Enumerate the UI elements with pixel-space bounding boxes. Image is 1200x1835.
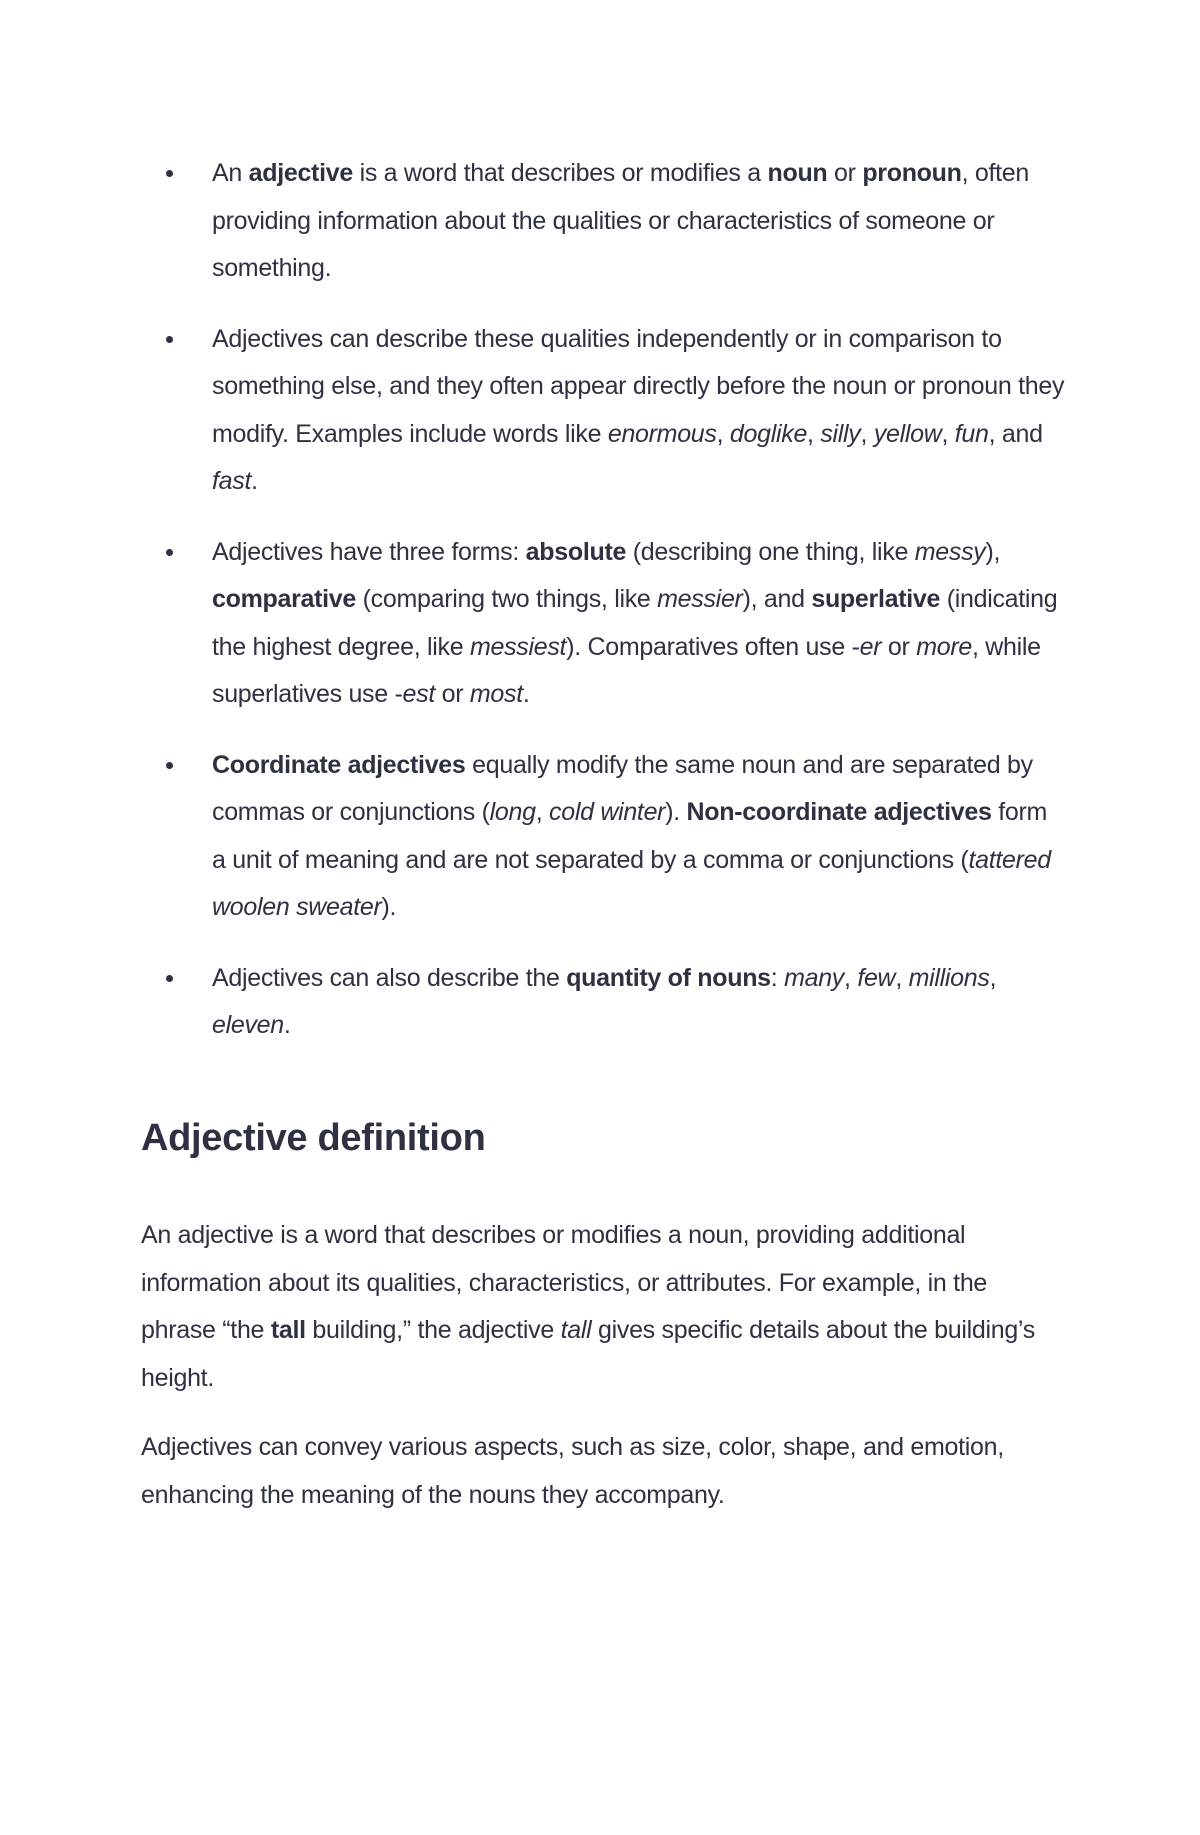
text-run: ), and [742, 585, 812, 613]
text-run: , [860, 419, 874, 448]
summary-bullet-list [141, 150, 1066, 1073]
example-word: est [402, 680, 435, 708]
example-word: fast [212, 467, 252, 495]
aspects-paragraph: Adjectives can convey various aspects, such as size, color, shape, and emotion, enhancing the meaning of the nouns they accompany. [141, 1433, 1004, 1509]
bold-term: tall [270, 1316, 306, 1344]
bold-term: Coordinate adjectives [212, 750, 466, 779]
example-word: tall [560, 1316, 592, 1344]
text-run: Adjectives have three forms: [212, 537, 526, 566]
example-word: tattered woolen sweater [212, 845, 1051, 921]
example-word: eleven [212, 1011, 284, 1039]
text-run: , [844, 963, 858, 992]
example-word: enormous [607, 419, 717, 448]
text-run: . [522, 680, 530, 708]
text-run: , often providing information about the qualities or characteristics of someone or something. [212, 159, 1029, 282]
text-run: ). [665, 798, 687, 826]
text-run: or [434, 680, 470, 708]
text-run: , [895, 963, 909, 992]
example-word: many [784, 963, 845, 992]
example-word: messiest [469, 632, 567, 661]
bullet-item-forms [141, 529, 1066, 719]
bold-term: noun [767, 159, 828, 187]
section-heading: Adjective definition [141, 1117, 486, 1159]
text-run: building,” the adjective [305, 1316, 561, 1344]
example-word: cold winter [549, 798, 666, 826]
bullet-dot-icon [166, 336, 173, 343]
example-word: messy [914, 537, 986, 566]
bold-term: superlative [811, 585, 941, 613]
text-run: An adjective is a word that describes or modifies a noun, providing additional information about its qualities, characteristics, or attributes. For example, in the phrase “the [141, 1221, 988, 1344]
bold-term: quantity of nouns [566, 963, 771, 992]
text-run: Adjectives can describe these qualities independently or in comparison to something else, and they often appear directly before the noun or pronoun they modify. Examples include words like [212, 324, 1065, 448]
example-word: few [857, 963, 896, 992]
example-word: silly [820, 419, 861, 448]
example-word: yellow [873, 419, 942, 448]
text-run: gives specific details about the building’s height. [141, 1316, 1035, 1392]
text-run: equally modify the same noun and are separated by commas or conjunctions ( [212, 750, 1033, 826]
bullet-dot-icon [166, 170, 173, 177]
example-word: fun [954, 419, 989, 448]
text-run: is a word that describes or modifies a [352, 159, 768, 187]
example-word: more [916, 632, 972, 661]
text-run: , and [988, 419, 1043, 448]
bold-term: comparative [212, 585, 356, 613]
example-word: most [469, 680, 523, 708]
text-run: ). Comparatives often use - [566, 632, 860, 661]
text-run: , [989, 963, 997, 992]
text-run: , while superlatives use - [212, 632, 1041, 708]
text-run: or [881, 632, 917, 661]
text-run: or [827, 159, 863, 187]
text-run: . [283, 1011, 291, 1039]
text-run: , [535, 798, 550, 826]
bold-term: pronoun [862, 159, 962, 187]
example-word: long [489, 798, 536, 826]
text-run: , [807, 419, 821, 448]
bullet-item-quantity [141, 955, 1066, 1050]
bold-term: absolute [525, 537, 627, 566]
text-run: An [212, 159, 249, 187]
bullet-item-examples [141, 316, 1066, 506]
bullet-item-coordinate [141, 742, 1066, 932]
example-word: messier [657, 585, 743, 613]
example-word: doglike [729, 419, 808, 448]
text-run: , [716, 419, 730, 448]
text-run: : [770, 963, 785, 992]
bold-term: Non-coordinate adjectives [686, 798, 992, 826]
text-run: , [941, 419, 955, 448]
text-run: (describing one thing, like [626, 537, 915, 566]
bullet-item-definition [141, 150, 1066, 293]
text-run: . [251, 467, 258, 495]
text-run: ). [381, 893, 397, 921]
bullet-dot-icon [166, 549, 173, 556]
text-run: (comparing two things, like [356, 585, 658, 613]
text-run: Adjectives can also describe the [212, 963, 567, 992]
text-run: ), [985, 537, 1001, 566]
bullet-dot-icon [166, 975, 173, 982]
definition-paragraph [141, 1212, 1066, 1402]
bullet-dot-icon [166, 762, 173, 769]
bold-term: adjective [248, 159, 353, 187]
text-run: (indicating the highest degree, like [212, 585, 1058, 661]
example-word: millions [908, 963, 990, 992]
text-run: form a unit of meaning and are not separated by a comma or conjunctions ( [212, 798, 1048, 874]
example-word: er [859, 632, 882, 661]
